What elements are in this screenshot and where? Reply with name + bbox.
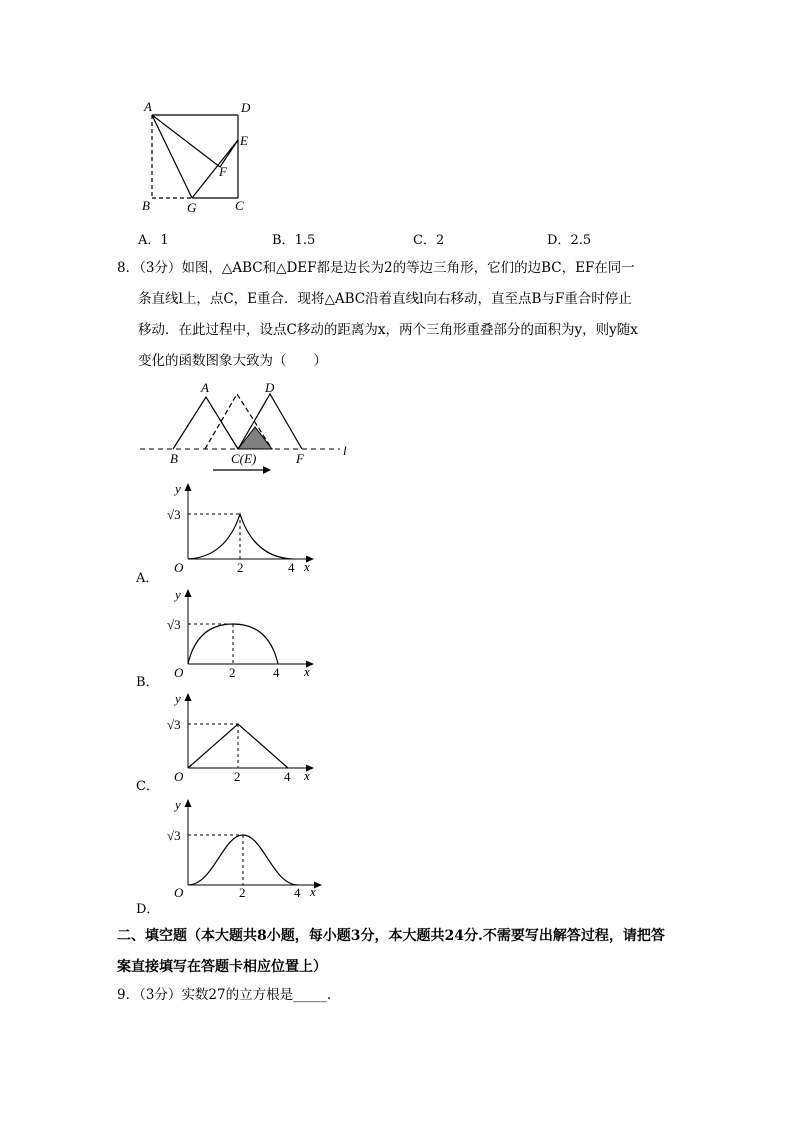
graph-b-xlabel: x: [304, 664, 310, 679]
q8-option-a[interactable]: A．: [136, 571, 159, 586]
section-2-heading: [117, 921, 697, 983]
q7-label-b: B: [142, 198, 150, 213]
graph-a-tick-2: 2: [237, 560, 244, 575]
q7-option-a[interactable]: A．1: [138, 233, 169, 248]
graph-d[interactable]: [158, 797, 333, 907]
q9-question: 9．（3分）实数27的立方根是_____.: [117, 987, 332, 1003]
q8-line4: 变化的函数图象大致为（ ）: [138, 353, 327, 369]
q8-label-ce: C(E): [231, 451, 257, 466]
graph-d-xlabel: x: [310, 884, 316, 899]
graph-b-tick-2: 2: [229, 665, 236, 680]
q7-option-c[interactable]: C．2: [413, 233, 445, 248]
graph-a-ylabel: y: [175, 481, 181, 496]
q8-option-d[interactable]: D．: [136, 902, 160, 917]
graph-b-sqrt3: √3: [167, 617, 181, 632]
graph-a-xlabel: x: [304, 559, 310, 574]
q7-label-g: G: [187, 200, 197, 215]
graph-c-sqrt3: √3: [167, 717, 181, 732]
graph-a[interactable]: [158, 481, 328, 581]
q8-figure: [135, 378, 365, 478]
q7-label-a: A: [144, 99, 152, 114]
graph-b-tick-4: 4: [273, 665, 280, 680]
graph-b-ylabel: y: [175, 587, 181, 602]
graph-d-tick-2: 2: [239, 885, 246, 900]
q8-line1: 8．（3分）如图，△ABC和△DEF都是边长为2的等边三角形，它们的边BC，EF在同一: [117, 260, 635, 276]
q8-label-b: B: [170, 451, 178, 466]
graph-c-origin: O: [174, 769, 184, 784]
graph-d-tick-4: 4: [294, 885, 301, 900]
q7-label-f: F: [219, 164, 227, 179]
q8-label-d: D: [265, 380, 275, 395]
graph-d-ylabel: y: [175, 797, 181, 812]
q7-option-b[interactable]: B．1.5: [272, 233, 316, 248]
graph-a-tick-4: 4: [288, 560, 295, 575]
q8-label-a: A: [201, 380, 209, 395]
q8-line3: 移动．在此过程中，设点C移动的距离为x，两个三角形重叠部分的面积为y，则y随x: [138, 322, 638, 338]
q7-option-d[interactable]: D．2.5: [547, 233, 592, 248]
q7-label-d: D: [241, 100, 251, 115]
section-2-line1: 二、填空题（本大题共8小题，每小题3分，本大题共24分.不需要写出解答过程，请把答: [117, 928, 665, 944]
q7-label-e: E: [240, 133, 248, 148]
graph-c[interactable]: [158, 691, 328, 791]
graph-c-tick-2: 2: [234, 769, 241, 784]
q7-figure: [130, 95, 270, 220]
q8-question: [117, 253, 677, 377]
q7-label-c: C: [235, 198, 244, 213]
q9-answer-blank[interactable]: _____: [293, 987, 327, 1003]
q8-label-f: F: [296, 451, 304, 466]
graph-b[interactable]: [158, 587, 328, 687]
q8-label-l: l: [343, 443, 347, 458]
graph-d-origin: O: [174, 885, 184, 900]
graph-a-origin: O: [174, 560, 184, 575]
graph-a-sqrt3: √3: [167, 507, 181, 522]
graph-c-xlabel: x: [304, 768, 310, 783]
q8-option-c[interactable]: C．: [136, 779, 159, 794]
graph-c-tick-4: 4: [284, 769, 291, 784]
q8-line2: 条直线l上，点C，E重合．现将△ABC沿着直线l向右移动，直至点B与F重合时停止: [138, 291, 632, 307]
q8-option-b[interactable]: B．: [136, 675, 159, 690]
graph-c-ylabel: y: [175, 691, 181, 706]
graph-b-origin: O: [174, 665, 184, 680]
section-2-line2: 案直接填写在答题卡相应位置上）: [117, 959, 327, 975]
graph-d-sqrt3: √3: [167, 828, 181, 843]
